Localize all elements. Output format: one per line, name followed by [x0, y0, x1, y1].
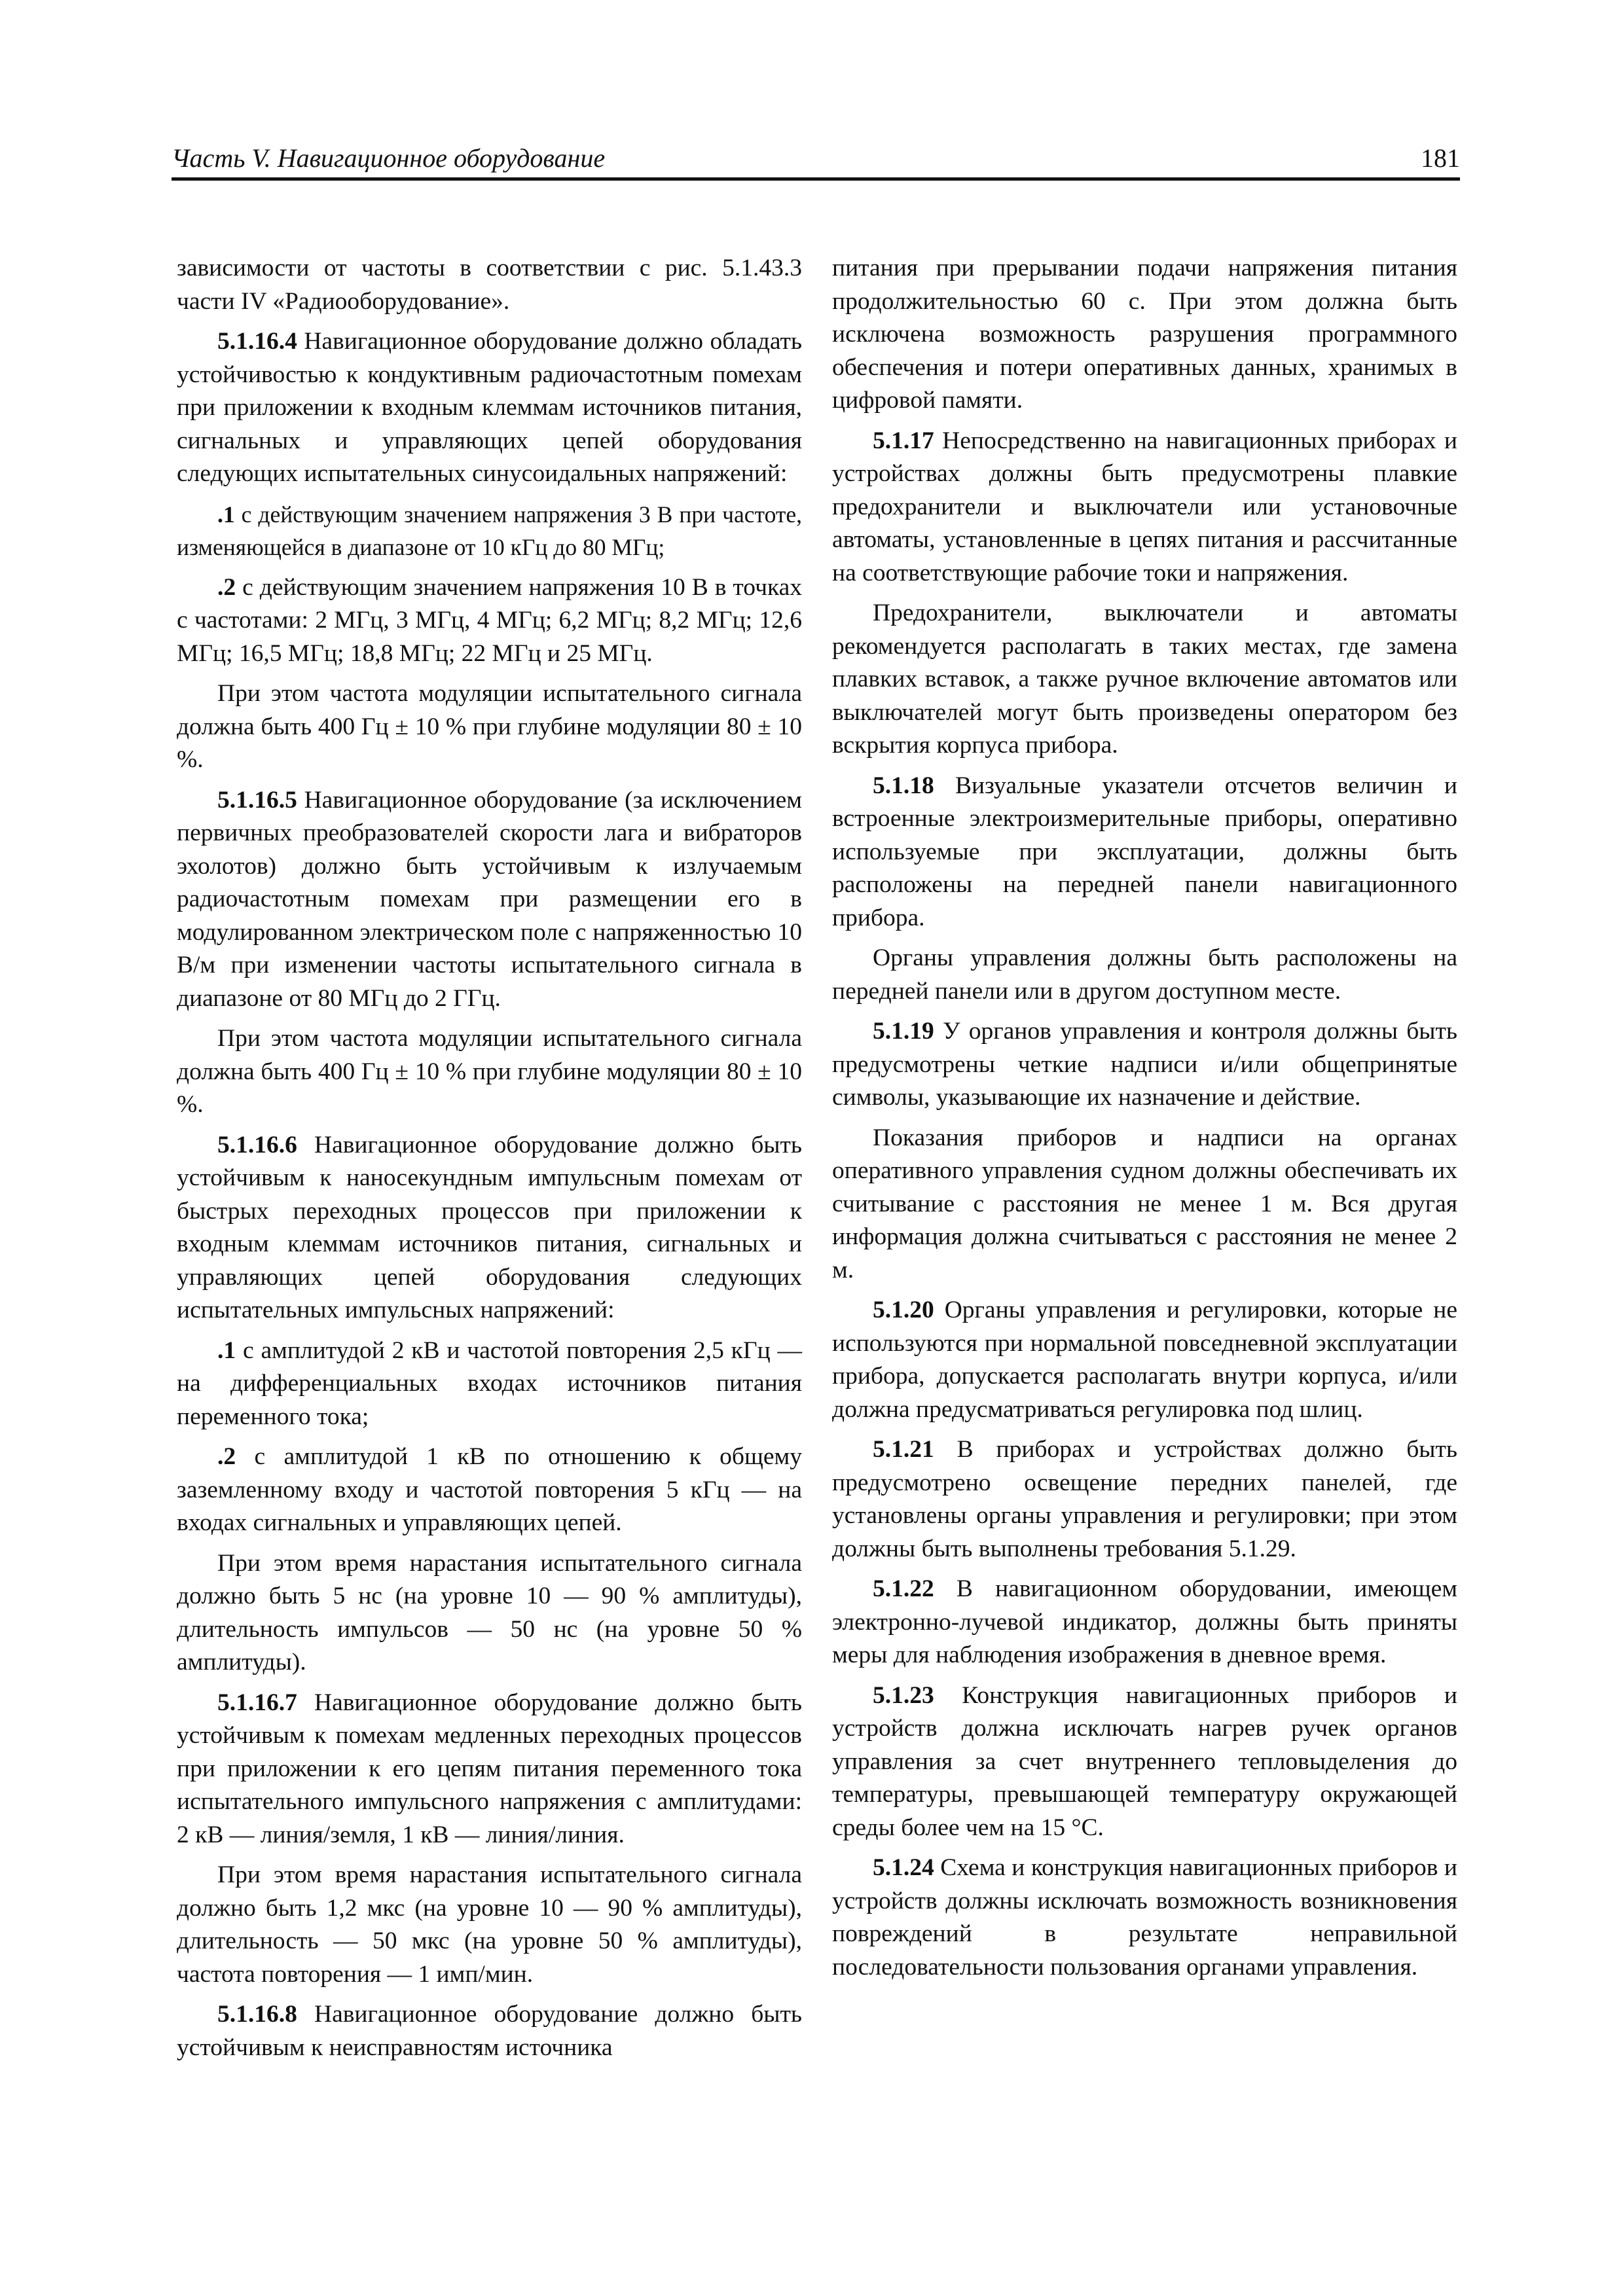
paragraph: питания при прерывании подачи напряжения питания продолжительностью 60 с. При этом должна быть исключена возможность разрушения программного обеспечения и потери оперативных данных, хранимых в цифровой памяти.: [832, 255, 1457, 414]
paragraph: При этом время нарастания испытательного сигнала должно быть 1,2 мкс (на уровне 10 — 90 % амплитуды), длительность — 50 мкс (на уровне 50 % амплитуды), частота повторения — 1 имп/мин.: [177, 1861, 802, 1988]
paragraph: Органы управления должны быть расположены на передней панели или в другом доступном месте.: [832, 944, 1457, 1005]
right-column: [832, 252, 1457, 1991]
paragraph: 5.1.16.5 Навигационное оборудование (за исключением первичных преобразователей скорости лага и вибраторов эхолотов) должно быть устойчивым к излучаемым радиочастотным помехам при размещении его в модулированном электрическом поле с напряженностью 10 В/м при изменении частоты испытательного сигнала в диапазоне от 80 МГц до 2 ГГц.: [177, 786, 802, 1012]
item-number: .1: [217, 1336, 236, 1364]
header-title: Часть V. Навигационное оборудование: [172, 143, 606, 173]
paragraph: При этом время нарастания испытательного сигнала должно быть 5 нс (на уровне 10 — 90 % амплитуды), длительность импульсов — 50 нс (на уровне 50 % амплитуды).: [177, 1549, 802, 1676]
clause-number: 5.1.16.4: [217, 328, 297, 355]
item-number: .2: [217, 1443, 236, 1470]
clause-number: 5.1.19: [873, 1018, 934, 1045]
clause-number: 5.1.17: [873, 427, 934, 454]
paragraph: 5.1.20 Органы управления и регулировки, которые не используются при нормальной повседневной эксплуатации прибора, допускается располагать внутри корпуса, и/или должна предусматриваться регулировка под шлиц.: [832, 1297, 1457, 1423]
paragraph: 5.1.16.6 Навигационное оборудование должно быть устойчивым к наносекундным импульсным помехам от быстрых переходных процессов при приложении к входным клеммам источников питания, сигнальных и управляющих цепей оборудования следующих испытательных импульсных напряжений:: [177, 1131, 802, 1323]
paragraph: 5.1.18 Визуальные указатели отсчетов величин и встроенные электроизмерительные приборы, оперативно используемые при эксплуатации, должны быть расположены на передней панели навигационного прибора.: [832, 772, 1457, 931]
clause-number: 5.1.24: [873, 1854, 934, 1881]
clause-number: 5.1.22: [873, 1575, 934, 1602]
paragraph: 5.1.24 Схема и конструкция навигационных приборов и устройств должны исключать возможность возникновения повреждений в результате неправильной последовательности пользования органами управления.: [832, 1854, 1457, 1981]
paragraph: Показания приборов и надписи на органах оперативного управления судном должны обеспечивать их считывание с расстояния не менее 1 м. Вся другая информация должна считываться с расстояния не менее 2 м.: [832, 1124, 1457, 1283]
clause-number: 5.1.16.7: [217, 1689, 297, 1716]
paragraph: 5.1.23 Конструкция навигационных приборов и устройств должна исключать нагрев ручек органов управления за счет внутреннего тепловыделения до температуры, превышающей температуру окружающей среды более чем на 15 °С.: [832, 1681, 1457, 1841]
clause-number: 5.1.20: [873, 1297, 934, 1323]
paragraph: 5.1.17 Непосредственно на навигационных приборах и устройствах должны быть предусмотрены плавкие предохранители и выключатели или установочные автоматы, установленные в цепях питания и рассчитанные на соответствующие рабочие токи и напряжения.: [832, 427, 1457, 586]
left-column: [177, 252, 802, 2072]
item-number: .1: [217, 501, 235, 528]
page-header: [172, 141, 1460, 181]
list-item: .2 с действующим значением напряжения 10 В в точках с частотами: 2 МГц, 3 МГц, 4 МГц; 6,2 МГц; 8,2 МГц; 12,6 МГц; 16,5 МГц; 18,8 МГц; 22 МГц и 25 МГц.: [177, 573, 802, 667]
list-item: .2 с амплитудой 1 кВ по отношению к общему заземленному входу и частотой повторения 5 кГц — на входах сигнальных и управляющих цепей.: [177, 1443, 802, 1536]
paragraph: 5.1.22 В навигационном оборудовании, имеющем электронно-лучевой индикатор, должны быть приняты меры для наблюдения изображения в дневное время.: [832, 1575, 1457, 1668]
paragraph: 5.1.19 У органов управления и контроля должны быть предусмотрены четкие надписи и/или общепринятые символы, указывающие их назначение и действие.: [832, 1018, 1457, 1111]
paragraph: 5.1.16.7 Навигационное оборудование должно быть устойчивым к помехам медленных переходных процессов при приложении к его цепям питания переменного тока испытательного импульсного напряжения с амплитудами: 2 кВ — линия/земля, 1 кВ — линия/линия.: [177, 1689, 802, 1848]
list-item: .1 с амплитудой 2 кВ и частотой повторения 2,5 кГц — на дифференциальных входах источников питания переменного тока;: [177, 1336, 802, 1430]
item-number: .2: [217, 573, 236, 601]
paragraph: зависимости от частоты в соответствии с рис. 5.1.43.3 части IV «Радиооборудование».: [177, 255, 802, 315]
paragraph: 5.1.16.8 Навигационное оборудование должно быть устойчивым к неисправностям источника: [177, 2001, 802, 2061]
paragraph: 5.1.16.4 Навигационное оборудование должно обладать устойчивостью к кондуктивным радиочастотным помехам при приложении к входным клеммам источников питания, сигнальных и управляющих цепей оборудования следующих испытательных синусоидальных напряжений:: [177, 328, 802, 487]
paragraph: 5.1.21 В приборах и устройствах должно быть предусмотрено освещение передних панелей, где установлены органы управления и регулировки; при этом должны быть выполнены требования 5.1.29.: [832, 1436, 1457, 1562]
clause-number: 5.1.16.8: [217, 2001, 297, 2028]
clause-number: 5.1.16.5: [217, 786, 297, 814]
clause-number: 5.1.21: [873, 1436, 934, 1463]
clause-number: 5.1.23: [873, 1681, 934, 1709]
paragraph: Предохранители, выключатели и автоматы рекомендуется располагать в таких местах, где замена плавких вставок, а также ручное включение автоматов или выключателей могут быть произведены оператором без вскрытия корпуса прибора.: [832, 600, 1457, 759]
clause-number: 5.1.16.6: [217, 1131, 297, 1158]
clause-number: 5.1.18: [873, 772, 934, 799]
paragraph: При этом частота модуляции испытательного сигнала должна быть 400 Гц ± 10 % при глубине модуляции 80 ± 10 %.: [177, 680, 802, 773]
paragraph: При этом частота модуляции испытательного сигнала должна быть 400 Гц ± 10 % при глубине модуляции 80 ± 10 %.: [177, 1025, 802, 1118]
list-item: .1 с действующим значением напряжения 3 В при частоте, изменяющейся в диапазоне от 10 кГц до 80 МГц;: [177, 501, 802, 560]
page-number: 181: [1421, 143, 1460, 173]
